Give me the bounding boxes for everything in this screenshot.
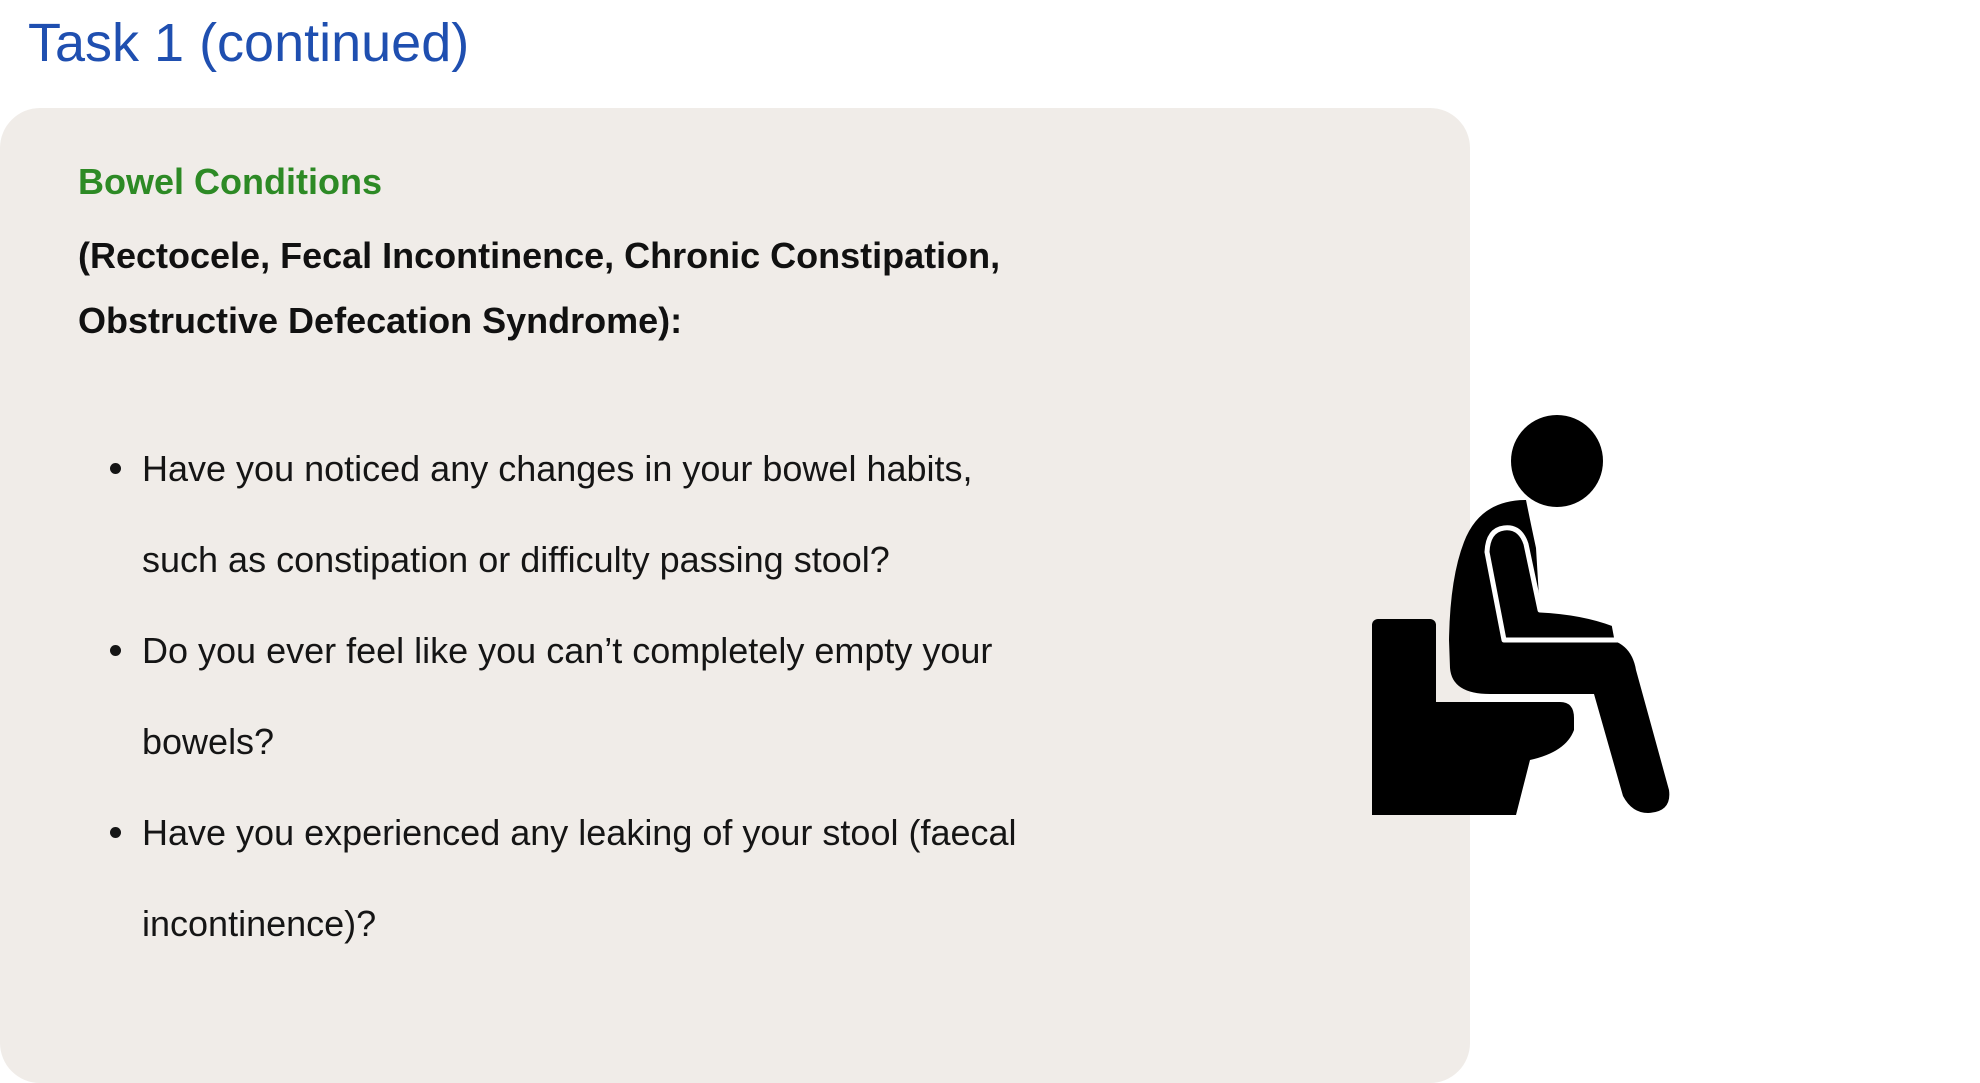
section-heading: Bowel Conditions [78, 161, 382, 202]
section-subheading-line-2: Obstructive Defecation Syndrome): [78, 300, 683, 341]
question-list [110, 423, 1190, 969]
question-3-line-2: incontinence)? [142, 903, 377, 944]
section-subheading [78, 223, 1178, 353]
question-item-2 [110, 605, 1190, 787]
bullet-icon [110, 827, 121, 838]
section-subheading-line-1: (Rectocele, Fecal Incontinence, Chronic Constipation, [78, 235, 1001, 276]
bullet-icon [110, 463, 121, 474]
question-1-line-2: such as constipation or difficulty passing stool? [142, 539, 890, 580]
bullet-icon [110, 645, 121, 656]
question-2-line-1: Do you ever feel like you can’t completely empty your [142, 630, 993, 671]
page-title: Task 1 (continued) [28, 13, 470, 73]
question-item-1 [110, 423, 1190, 605]
question-item-3 [110, 787, 1190, 969]
person-on-toilet-icon [1360, 410, 1670, 820]
question-1-line-1: Have you noticed any changes in your bowel habits, [142, 448, 973, 489]
question-2-line-2: bowels? [142, 721, 275, 762]
question-3-line-1: Have you experienced any leaking of your stool (faecal [142, 812, 1017, 853]
